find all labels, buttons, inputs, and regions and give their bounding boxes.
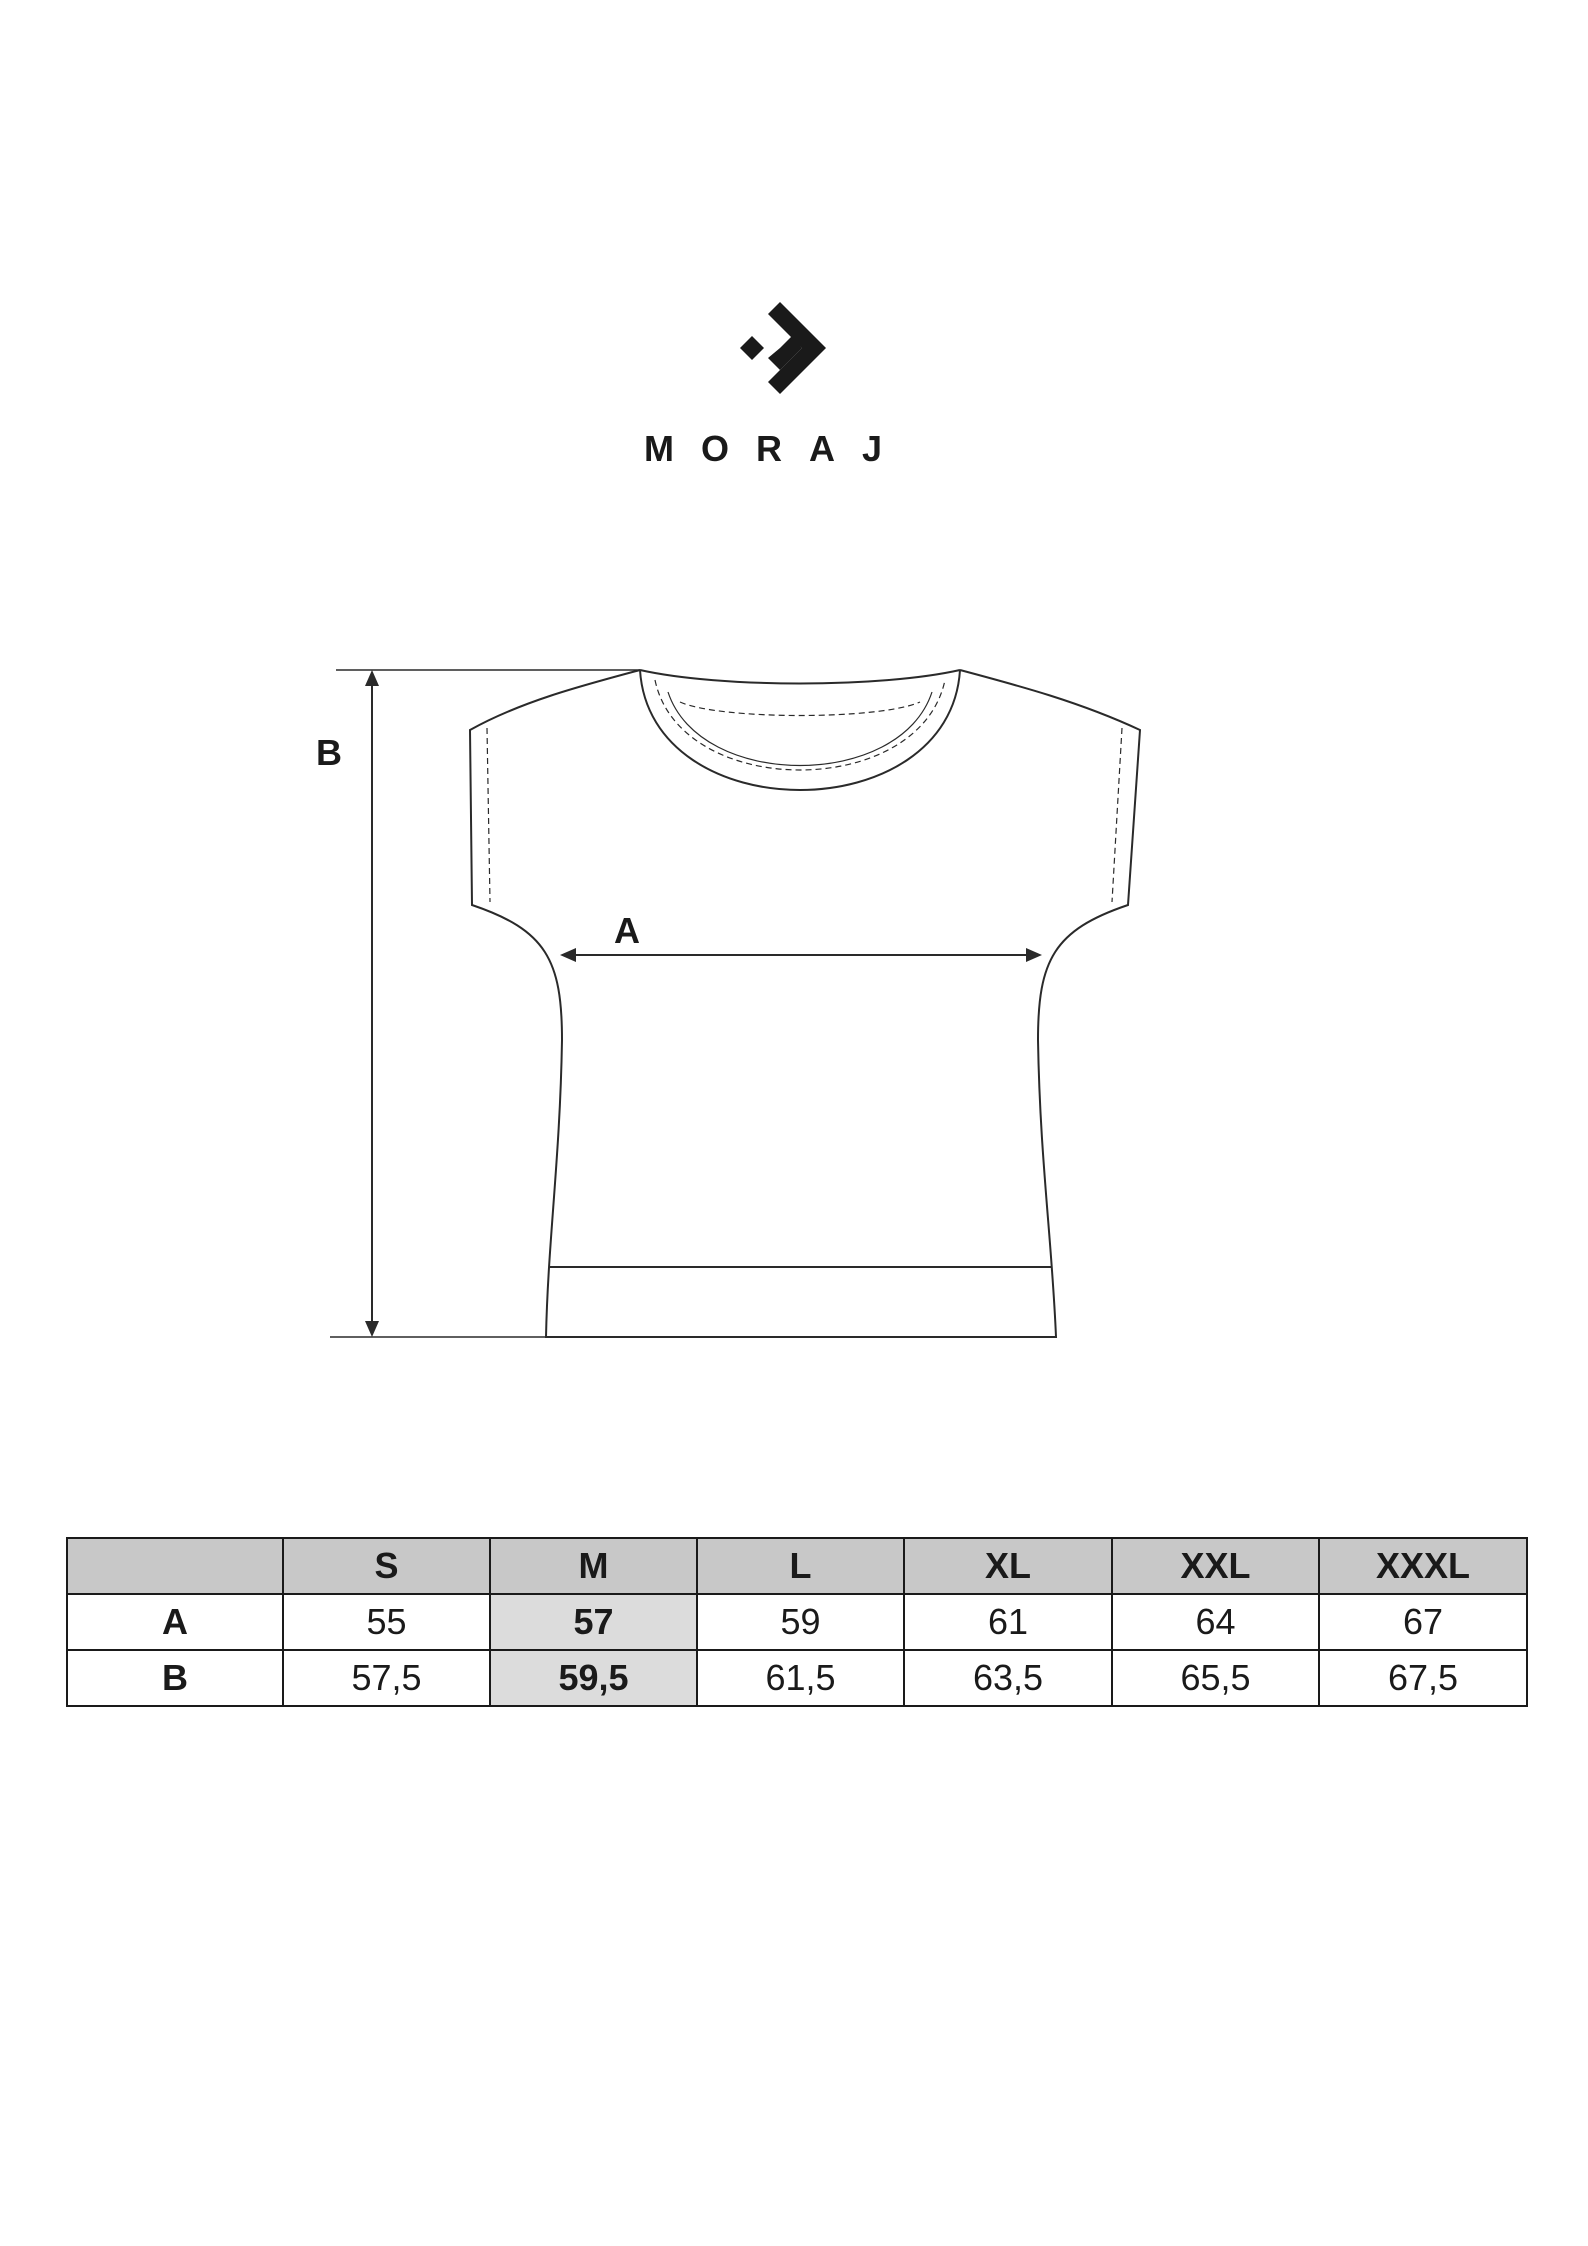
t-shirt-outline-icon — [0, 640, 1588, 1360]
dimension-label-b: B — [316, 732, 342, 773]
table-row — [67, 1594, 1527, 1650]
table-cell: 59 — [697, 1594, 904, 1650]
table-cell: 57,5 — [283, 1650, 490, 1706]
header-size-xxxl: XXXL — [1319, 1538, 1527, 1594]
header-size-xxl: XXL — [1112, 1538, 1319, 1594]
table-cell: 67 — [1319, 1594, 1527, 1650]
table-cell: 61 — [904, 1594, 1112, 1650]
chevron-arrow-logo-icon — [740, 300, 830, 400]
brand-logo — [0, 300, 1588, 480]
header-corner-cell — [67, 1538, 283, 1594]
brand-wordmark: MORAJ — [644, 428, 910, 469]
garment-diagram — [0, 640, 1588, 1360]
table-cell: 55 — [283, 1594, 490, 1650]
table-cell: 64 — [1112, 1594, 1319, 1650]
table-cell: 67,5 — [1319, 1650, 1527, 1706]
dimension-label-a: A — [614, 910, 640, 951]
table-cell: 61,5 — [697, 1650, 904, 1706]
header-size-xl: XL — [904, 1538, 1112, 1594]
header-size-s: S — [283, 1538, 490, 1594]
header-size-l: L — [697, 1538, 904, 1594]
table-cell: 63,5 — [904, 1650, 1112, 1706]
table-cell: 65,5 — [1112, 1650, 1319, 1706]
table-cell-highlighted: 57 — [490, 1594, 697, 1650]
row-label-a: A — [67, 1594, 283, 1650]
size-chart-table — [66, 1537, 1528, 1707]
row-label-b: B — [67, 1650, 283, 1706]
table-header-row — [67, 1538, 1527, 1594]
table-row — [67, 1650, 1527, 1706]
header-size-m: M — [490, 1538, 697, 1594]
table-cell-highlighted: 59,5 — [490, 1650, 697, 1706]
